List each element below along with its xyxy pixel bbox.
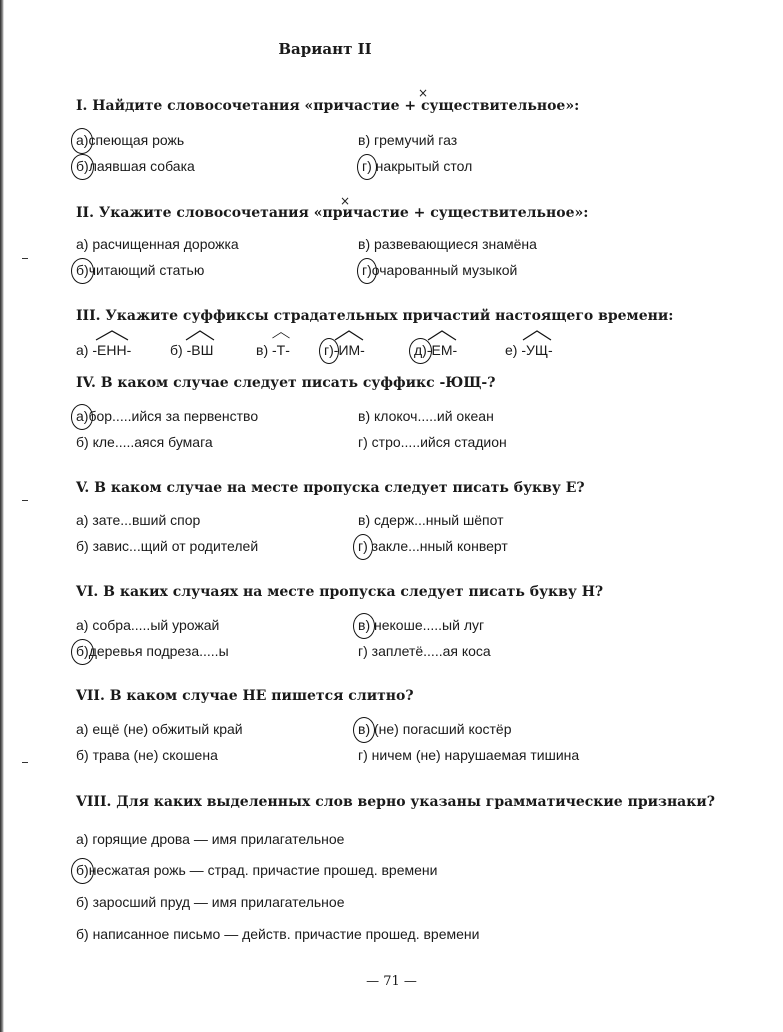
pencil-x-mark-icon: ×: [418, 86, 429, 100]
option-text: спеющая рожь: [88, 132, 185, 148]
option-text: бор.....ийся за первенство: [88, 408, 259, 424]
margin-tick: [22, 500, 28, 501]
option-letter: в): [358, 408, 371, 424]
option-letter: б): [76, 747, 89, 763]
s7-option-v[interactable]: [358, 721, 512, 737]
suffix-with-mark: [187, 342, 214, 358]
s4-option-v[interactable]: [358, 408, 494, 424]
option-letter: в): [358, 132, 371, 148]
suffix-text: -УЩ-: [521, 342, 553, 358]
option-text: закле...нный конверт: [371, 538, 508, 554]
option-letter: е): [505, 342, 518, 358]
section-1-heading: I. Найдите словосочетания «причастие + существительное»:: [76, 98, 580, 114]
option-letter: б): [76, 926, 89, 942]
s5-option-v[interactable]: [358, 512, 504, 528]
s7-option-b[interactable]: [76, 747, 218, 763]
suffix-with-mark: [521, 342, 552, 358]
option-text: зате...вший спор: [92, 512, 201, 528]
option-letter: г): [358, 538, 368, 554]
s1-option-a[interactable]: [76, 132, 184, 148]
option-text: лаявшая собака: [88, 158, 195, 174]
s3-option-b[interactable]: [170, 342, 213, 358]
section-4-heading: IV. В каком случае следует писать суффикс -ЮЩ-?: [76, 375, 496, 391]
s6-option-g[interactable]: [358, 643, 491, 659]
option-text: читающий статью: [88, 262, 205, 278]
s7-option-a[interactable]: [76, 721, 243, 737]
option-letter: г): [358, 643, 368, 659]
option-letter: г): [358, 747, 368, 763]
suffix-text: -ЕНН-: [92, 342, 132, 358]
suffix-text: -ЕМ-: [426, 342, 458, 358]
option-letter: а): [76, 617, 89, 633]
option-text: собра.....ый урожай: [92, 617, 220, 633]
section-6-heading: VI. В каких случаях на месте пропуска следует писать букву Н?: [76, 584, 604, 600]
option-letter: г): [362, 262, 372, 278]
option-text: гремучий газ: [374, 132, 458, 148]
s5-option-g[interactable]: [358, 538, 508, 554]
s2-option-g[interactable]: [362, 262, 517, 278]
suffix-with-mark: [92, 342, 131, 358]
s2-option-b[interactable]: [76, 262, 204, 278]
option-letter: а): [76, 236, 89, 252]
option-letter: в): [358, 721, 371, 737]
option-letter: а): [76, 132, 89, 148]
suffix-with-mark: [427, 342, 457, 358]
option-letter: г): [362, 158, 372, 174]
s8-option-3[interactable]: [76, 894, 345, 910]
suffix-with-mark: [334, 342, 365, 358]
suffix-text: -ИМ-: [333, 342, 365, 358]
option-letter: б): [76, 262, 89, 278]
page-number: — 71 —: [366, 974, 417, 989]
s3-option-a[interactable]: [76, 342, 131, 358]
suffix-arc-icon: [331, 329, 367, 341]
pencil-x-mark-icon: ×: [340, 194, 351, 208]
s3-option-e[interactable]: [505, 342, 553, 358]
option-letter: б): [76, 538, 89, 554]
margin-tick: [22, 258, 28, 259]
option-text: кле.....аяся бумага: [92, 434, 213, 450]
option-letter: д): [414, 342, 427, 358]
suffix-arc-icon: [519, 329, 555, 341]
option-letter: в): [358, 617, 371, 633]
option-letter: а): [76, 342, 89, 358]
option-letter: б): [76, 862, 89, 878]
s8-option-4[interactable]: [76, 926, 479, 942]
suffix-arc-icon: [94, 329, 130, 341]
option-text: развевающиеся знамёна: [374, 236, 537, 252]
option-letter: а): [76, 721, 89, 737]
s1-option-g[interactable]: [362, 158, 472, 174]
s6-option-b[interactable]: [76, 643, 229, 659]
s2-option-a[interactable]: [76, 236, 239, 252]
s5-option-b[interactable]: [76, 538, 258, 554]
option-text: стро.....ийся стадион: [371, 434, 507, 450]
suffix-text: -ВШ: [186, 342, 214, 358]
option-text: ещё (не) обжитый край: [92, 721, 243, 737]
option-text: сдерж...нный шёпот: [374, 512, 504, 528]
suffix-arc-icon: [182, 329, 218, 341]
s4-option-a[interactable]: [76, 408, 258, 424]
option-text: заплетё.....ая коса: [371, 643, 491, 659]
s3-option-d[interactable]: [414, 342, 457, 358]
suffix-with-mark: [272, 342, 290, 358]
s4-option-g[interactable]: [358, 434, 507, 450]
s3-option-v[interactable]: [256, 342, 290, 358]
section-3-heading: III. Укажите суффиксы страдательных причастий настоящего времени:: [76, 308, 674, 324]
section-8-heading: VIII. Для каких выделенных слов верно указаны грамматические признаки?: [76, 794, 715, 810]
s8-option-2[interactable]: [76, 862, 437, 878]
s8-option-1[interactable]: [76, 831, 344, 847]
section-7-heading: VII. В каком случае НЕ пишется слитно?: [76, 688, 414, 704]
option-text: клокоч.....ий океан: [374, 408, 494, 424]
s7-option-g[interactable]: [358, 747, 579, 763]
s6-option-a[interactable]: [76, 617, 219, 633]
option-letter: г): [358, 434, 368, 450]
option-letter: а): [76, 831, 89, 847]
option-letter: в): [358, 512, 371, 528]
option-text: несжатая рожь — страд. причастие прошед. времени: [88, 862, 438, 878]
option-letter: б): [76, 643, 89, 659]
option-text: расчищенная дорожка: [92, 236, 239, 252]
option-text: заросший пруд — имя прилагательное: [92, 894, 345, 910]
option-text: (не) погасший костёр: [374, 721, 512, 737]
option-text: некоше.....ый луг: [374, 617, 485, 633]
option-letter: а): [76, 408, 89, 424]
s1-option-v[interactable]: [358, 132, 457, 148]
page-title: Вариант II: [278, 40, 372, 58]
option-letter: б): [76, 894, 89, 910]
option-letter: б): [170, 342, 183, 358]
option-letter: г): [324, 342, 334, 358]
option-letter: б): [76, 434, 89, 450]
option-text: ничем (не) нарушаемая тишина: [371, 747, 580, 763]
section-5-heading: V. В каком случае на месте пропуска следует писать букву Е?: [76, 480, 585, 496]
option-letter: б): [76, 158, 89, 174]
suffix-arc-icon: [270, 329, 292, 341]
s3-option-g[interactable]: [324, 342, 365, 358]
option-text: трава (не) скошена: [92, 747, 218, 763]
margin-tick: [22, 762, 28, 763]
option-text: очарованный музыкой: [371, 262, 518, 278]
s5-option-a[interactable]: [76, 512, 200, 528]
option-text: завис...щий от родителей: [92, 538, 259, 554]
s6-option-v[interactable]: [358, 617, 484, 633]
option-text: горящие дрова — имя прилагательное: [92, 831, 345, 847]
option-letter: в): [256, 342, 269, 358]
s2-option-v[interactable]: [358, 236, 537, 252]
suffix-text: -Т-: [272, 342, 290, 358]
option-text: написанное письмо — действ. причастие прошед. времени: [92, 926, 480, 942]
suffix-arc-icon: [424, 329, 460, 341]
option-letter: в): [358, 236, 371, 252]
page-binding-edge: [0, 0, 4, 1032]
option-text: накрытый стол: [375, 158, 473, 174]
option-text: деревья подреза.....ы: [88, 643, 229, 659]
option-letter: а): [76, 512, 89, 528]
s1-option-b[interactable]: [76, 158, 195, 174]
section-2-heading: II. Укажите словосочетания «причастие + существительное»:: [76, 205, 589, 221]
s4-option-b[interactable]: [76, 434, 213, 450]
